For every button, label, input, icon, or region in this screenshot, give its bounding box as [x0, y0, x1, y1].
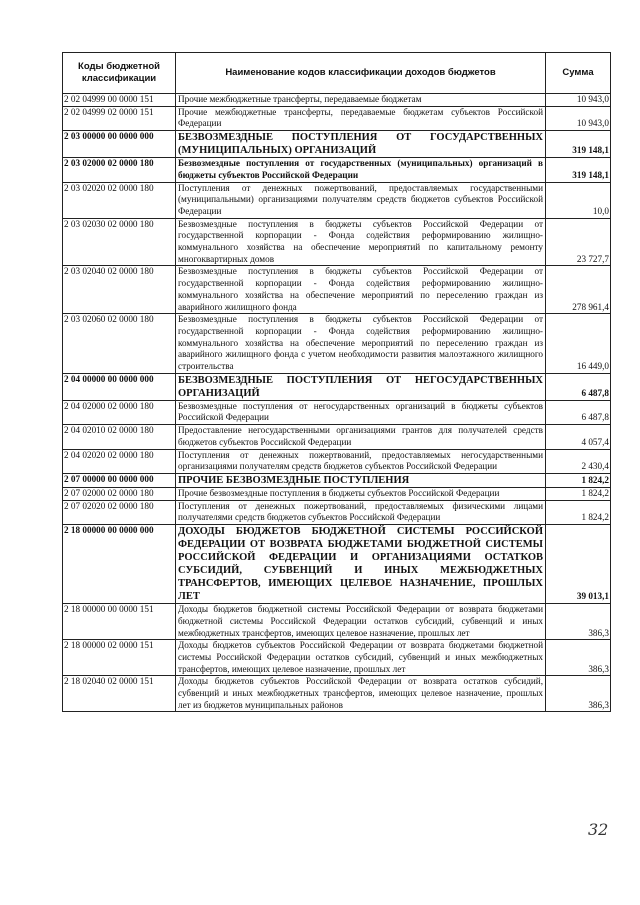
- cell-code: 2 04 02000 02 0000 180: [63, 400, 176, 424]
- table-row: [63, 500, 611, 524]
- table-row: [63, 94, 611, 107]
- table-row: [63, 425, 611, 449]
- cell-code: 2 02 04999 02 0000 151: [63, 106, 176, 130]
- page-number: 32: [588, 820, 609, 839]
- cell-name: ПРОЧИЕ БЕЗВОЗМЕЗДНЫЕ ПОСТУПЛЕНИЯ: [176, 473, 546, 487]
- cell-sum: 10 943,0: [546, 106, 611, 130]
- cell-name: Безвозмездные поступления в бюджеты субъектов Российской Федерации от государственной корпорации - Фонда содействия реформированию жилищно-коммунального хозяйства на обеспечение мероприятий по переселению граждан из аварийного жилищного фонда: [176, 266, 546, 314]
- table-row: [63, 487, 611, 500]
- table-row: [63, 131, 611, 158]
- table-header-row: [63, 53, 611, 94]
- cell-name: Прочие межбюджетные трансферты, передаваемые бюджетам субъектов Российской Федерации: [176, 106, 546, 130]
- cell-code: 2 18 00000 00 0000 000: [63, 525, 176, 604]
- cell-name: Доходы бюджетов бюджетной системы Российской Федерации от возврата бюджетами бюджетной системы Российской Федерации остатков субсидий, субвенций и иных межбюджетных трансфертов, имеющих целевое назначение, прошлых лет: [176, 604, 546, 640]
- cell-sum: 6 487,8: [546, 373, 611, 400]
- cell-code: 2 07 02000 02 0000 180: [63, 487, 176, 500]
- cell-sum: 1 824,2: [546, 487, 611, 500]
- cell-name: Безвозмездные поступления в бюджеты субъектов Российской Федерации от государственной корпорации - Фонда содействия реформированию жилищно-коммунального хозяйства на обеспечение мероприятий по капитальному ремонту многоквартирных домов: [176, 218, 546, 266]
- budget-classification-table: [62, 52, 611, 712]
- cell-code: 2 04 00000 00 0000 000: [63, 373, 176, 400]
- cell-name: Безвозмездные поступления от государственных (муниципальных) организаций в бюджеты субъектов Российской Федерации: [176, 158, 546, 182]
- cell-code: 2 04 02020 02 0000 180: [63, 449, 176, 473]
- cell-name: Поступления от денежных пожертвований, предоставляемых физическими лицами получателями средств бюджетов субъектов Российской Федерации: [176, 500, 546, 524]
- cell-sum: 16 449,0: [546, 314, 611, 374]
- cell-code: 2 02 04999 00 0000 151: [63, 94, 176, 107]
- cell-sum: 319 148,1: [546, 131, 611, 158]
- cell-code: 2 03 02000 02 0000 180: [63, 158, 176, 182]
- cell-code: 2 18 00000 02 0000 151: [63, 640, 176, 676]
- cell-sum: 10 943,0: [546, 94, 611, 107]
- cell-name: Прочие безвозмездные поступления в бюджеты субъектов Российской Федерации: [176, 487, 546, 500]
- cell-code: 2 03 02020 02 0000 180: [63, 182, 176, 218]
- cell-code: 2 18 00000 00 0000 151: [63, 604, 176, 640]
- header-sum: Сумма: [546, 53, 611, 94]
- table-row: [63, 400, 611, 424]
- table-row: [63, 449, 611, 473]
- table-row: [63, 525, 611, 604]
- table-body: [63, 94, 611, 712]
- table-row: [63, 676, 611, 712]
- cell-name: Безвозмездные поступления в бюджеты субъектов Российской Федерации от государственной корпорации - Фонда содействия реформированию жилищно-коммунального хозяйства на обеспечение мероприятий по переселению граждан из аварийного жилищного фонда с учетом необходимости развития малоэтажного жилищного строительства: [176, 314, 546, 374]
- cell-code: 2 07 02020 02 0000 180: [63, 500, 176, 524]
- cell-code: 2 04 02010 02 0000 180: [63, 425, 176, 449]
- table-row: [63, 106, 611, 130]
- table-row: [63, 604, 611, 640]
- cell-sum: 23 727,7: [546, 218, 611, 266]
- cell-sum: 6 487,8: [546, 400, 611, 424]
- cell-sum: 319 148,1: [546, 158, 611, 182]
- cell-sum: 10,0: [546, 182, 611, 218]
- table-row: [63, 314, 611, 374]
- cell-name: Прочие межбюджетные трансферты, передаваемые бюджетам: [176, 94, 546, 107]
- cell-code: 2 03 02060 02 0000 180: [63, 314, 176, 374]
- cell-name: БЕЗВОЗМЕЗДНЫЕ ПОСТУПЛЕНИЯ ОТ ГОСУДАРСТВЕННЫХ (МУНИЦИПАЛЬНЫХ) ОРГАНИЗАЦИЙ: [176, 131, 546, 158]
- cell-code: 2 03 00000 00 0000 000: [63, 131, 176, 158]
- table-row: [63, 640, 611, 676]
- cell-name: Доходы бюджетов субъектов Российской Федерации от возврата остатков субсидий, субвенций и иных межбюджетных трансфертов, имеющих целевое назначение, прошлых лет из бюджетов муниципальных районов: [176, 676, 546, 712]
- cell-sum: 278 961,4: [546, 266, 611, 314]
- table-row: [63, 218, 611, 266]
- cell-name: Безвозмездные поступления от негосударственных организаций в бюджеты субъектов Российской Федерации: [176, 400, 546, 424]
- cell-sum: 2 430,4: [546, 449, 611, 473]
- table-row: [63, 266, 611, 314]
- cell-sum: 386,3: [546, 604, 611, 640]
- cell-name: Поступления от денежных пожертвований, предоставляемых негосударственными организациями получателям средств бюджетов субъектов Российской Федерации: [176, 449, 546, 473]
- cell-code: 2 03 02040 02 0000 180: [63, 266, 176, 314]
- cell-code: 2 07 00000 00 0000 000: [63, 473, 176, 487]
- cell-name: Доходы бюджетов субъектов Российской Федерации от возврата бюджетами бюджетной системы Российской Федерации остатков субсидий, субвенций и иных межбюджетных трансфертов, имеющих целевое назначение, прошлых лет: [176, 640, 546, 676]
- cell-sum: 386,3: [546, 676, 611, 712]
- cell-sum: 386,3: [546, 640, 611, 676]
- cell-code: 2 03 02030 02 0000 180: [63, 218, 176, 266]
- table-row: [63, 473, 611, 487]
- budget-document: [62, 52, 610, 712]
- cell-code: 2 18 02040 02 0000 151: [63, 676, 176, 712]
- cell-name: БЕЗВОЗМЕЗДНЫЕ ПОСТУПЛЕНИЯ ОТ НЕГОСУДАРСТВЕННЫХ ОРГАНИЗАЦИЙ: [176, 373, 546, 400]
- header-code: Коды бюджетной классификации: [63, 53, 176, 94]
- cell-sum: 4 057,4: [546, 425, 611, 449]
- header-name: Наименование кодов классификации доходов бюджетов: [176, 53, 546, 94]
- table-row: [63, 158, 611, 182]
- cell-sum: 1 824,2: [546, 473, 611, 487]
- table-row: [63, 373, 611, 400]
- cell-name: Предоставление негосударственными организациями грантов для получателей средств бюджетов субъектов Российской Федерации: [176, 425, 546, 449]
- cell-sum: 39 013,1: [546, 525, 611, 604]
- cell-name: Поступления от денежных пожертвований, предоставляемых государственными (муниципальными) организациями получателям средств бюджетов субъектов Российской Федерации: [176, 182, 546, 218]
- table-row: [63, 182, 611, 218]
- cell-name: ДОХОДЫ БЮДЖЕТОВ БЮДЖЕТНОЙ СИСТЕМЫ РОССИЙСКОЙ ФЕДЕРАЦИИ ОТ ВОЗВРАТА БЮДЖЕТАМИ БЮДЖЕТНОЙ СИСТЕМЫ РОССИЙСКОЙ ФЕДЕРАЦИИ И ОРГАНИЗАЦИЯМИ ОСТАТКОВ СУБСИДИЙ, СУБВЕНЦИЙ И ИНЫХ МЕЖБЮДЖЕТНЫХ ТРАНСФЕРТОВ, ИМЕЮЩИХ ЦЕЛЕВОЕ НАЗНАЧЕНИЕ, ПРОШЛЫХ ЛЕТ: [176, 525, 546, 604]
- cell-sum: 1 824,2: [546, 500, 611, 524]
